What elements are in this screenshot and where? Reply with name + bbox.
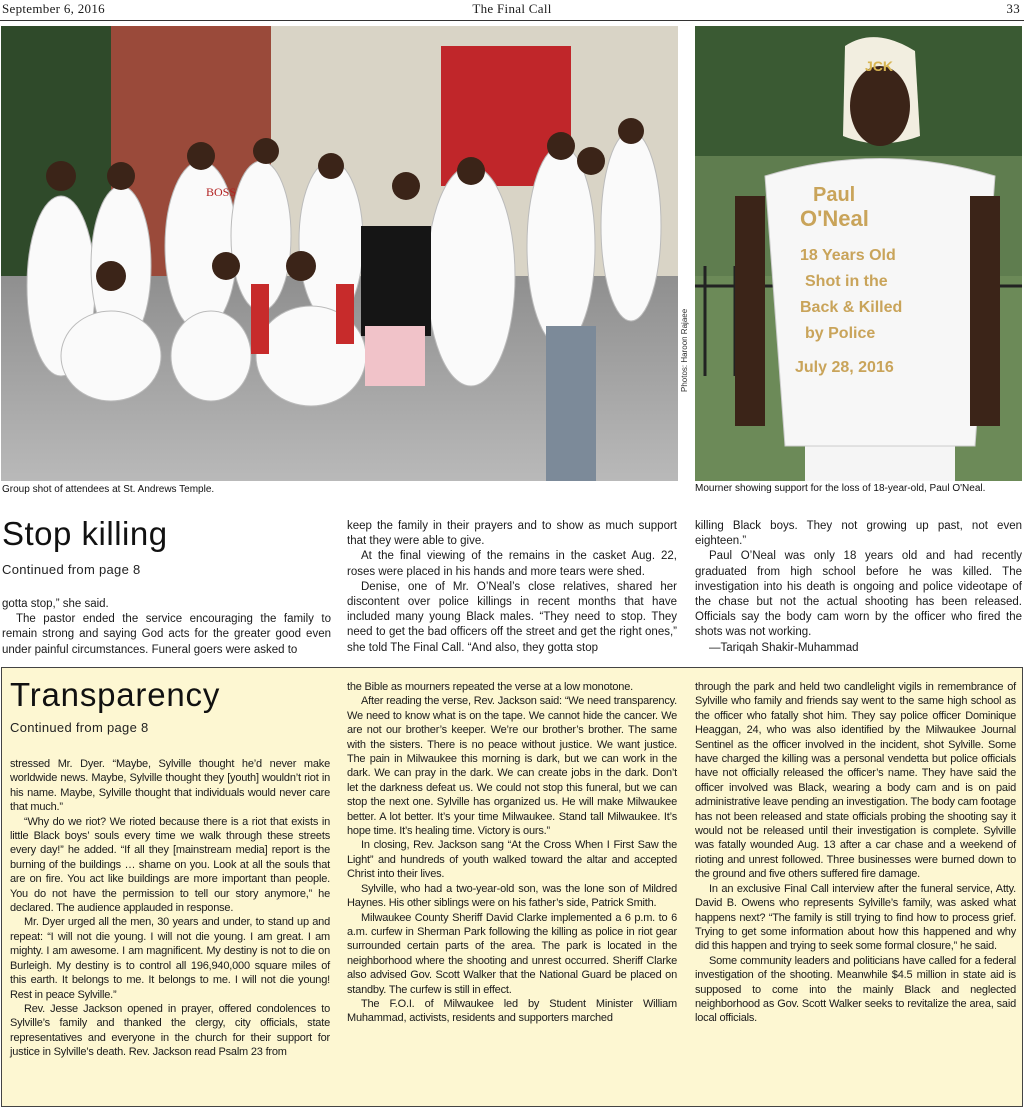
photo-credit: Photos: Haroon Rajaee [680, 308, 689, 392]
paragraph: Milwaukee County Sheriff David Clarke implemented a 6 p.m. to 6 a.m. curfew in Sherman Park following the killing as police in riot gear surrounded certain parts of the area. The park is located in the neighborhood where the shooting and unrest occurred. Sheriff Clarke also advised Gov. Scott Walker that the National Guard be placed on standby. The curfew is still in effect. [347, 911, 677, 996]
article2-column-1 [10, 757, 330, 1060]
paragraph: Paul O’Neal was only 18 years old and had recently graduated from high school before he was killed. The investigation into his death is ongoing and police videotape of the chase but not the actual shooting has been released. Officials say the body cam worn by the officer who fired the shots was not working. [695, 550, 1022, 639]
paragraph: At the final viewing of the remains in the casket Aug. 22, roses were placed in his hands and more tears were shed. [347, 550, 677, 578]
paragraph: After reading the verse, Rev. Jackson said: “We need transparency. We need to know what is on the tape. We cannot hide the cancer. We are not our brother’s keeper. We’re our brother’s brother. The same with the sisters. There is no peace without justice. We want justice. The pain in Milwaukee this morning is dark, but we can work in the dark. We can pray in the dark. We can create jobs in the dark. Don’t let the darkness defeat us. We could not stop this funeral, but we can stop the next one. Sylville has organized us. He will make Milwaukee better. A lot better. It’s your time Milwaukee. Stand tall Milwaukee. It’s hope time. It’s healing time. Victory is ours.” [347, 695, 677, 838]
right-photo-caption: Mourner showing support for the loss of 18-year-old, Paul O'Neal. [695, 483, 986, 494]
svg-text:JCK: JCK [865, 58, 894, 74]
svg-text:Paul: Paul [813, 184, 856, 206]
paragraph: In closing, Rev. Jackson sang “At the Cross When I First Saw the Light” and hundreds of youth walked toward the altar and accepted Christ into their lives. [347, 839, 677, 881]
paragraph: Some community leaders and politicians have called for a federal investigation of the shooting. Meanwhile $4.5 million in state aid is supposed to come into the mainly Black and neglected neighborhood as Gov. Scott Walker seeks to revitalize the area, said local officials. [695, 954, 1016, 1025]
page-number: 33 [1006, 1, 1020, 16]
article2-column-2 [347, 680, 677, 1026]
paragraph: Denise, one of Mr. O’Neal’s close relatives, shared her discontent over police killings in recent months that have included many young Black males. “They need to stop. They need to get the bad officers off the street and get the right ones,” she told The Final Call. “And also, they gotta stop [347, 580, 677, 654]
continued-note: Continued from page 8 [10, 720, 149, 735]
article1-column-1 [2, 597, 331, 658]
paragraph: keep the family in their prayers and to show as much support that they were able to give. [347, 520, 677, 548]
publication-name: The Final Call [472, 1, 552, 16]
continued-note: Continued from page 8 [2, 562, 141, 577]
paragraph: “Why do we riot? We rioted because there is a riot that exists in little Black boys’ souls every time we walk through these streets every day!” he added. “If all they [mainstream media] report is the burning of the buildings … shame on you. Look at all the souls that are on fire. You act like buildings are more important than people. You do not have the permission to tell our story anymore,” he declared. The audience applauded in response. [10, 815, 330, 915]
paragraph: killing Black boys. They not growing up past, not even eighteen.” [695, 520, 1022, 548]
paragraph: through the park and held two candlelight vigils in remembrance of Sylville who family and friends say went to the same high school as the officer who fatally shot him. They say police officer Dominique Heaggan, 24, who was also identified by the Milwaukee Journal Sentinel as the officer involved in the incident, shot Sylville. Some have charged the killing was a personal vendetta but police officials have not officially released the officer’s name. They have said the officer involved was Black, wearing a body cam and is on paid administrative leave pending an investigation. The body cam footage has not been released and state officials probing the shooting say it would not be released until their investigation is complete. Sylville was fatally wounded Aug. 13 after a car chase and a weekend of rioting and unrest followed. Three businesses were burned down to the ground and five others suffered fire damage. [695, 681, 1016, 881]
paragraph: Sylville, who had a two-year-old son, was the lone son of Mildred Haynes. His other siblings were on his father’s side, Patrick Smith. [347, 882, 677, 910]
paragraph: Mr. Dyer urged all the men, 30 years and under, to stand up and repeat: “I will not die young. I will not die young. I am great. I am mighty. I am awesome. I am magnificent. My destiny is not to die on Burleigh. My destiny is to control all 196,940,000 square miles of this earth. It belongs to me. It belongs to me. I will not die young! Rest in peace Sylville.” [10, 916, 330, 1001]
article1-column-3 [695, 519, 1022, 656]
banner-text: BOSS [206, 185, 237, 199]
paragraph: gotta stop,” she said. [2, 598, 109, 610]
article2-column-3 [695, 680, 1016, 1026]
svg-text:Back & Killed: Back & Killed [800, 299, 903, 316]
page-header [0, 0, 1024, 21]
paragraph: In an exclusive Final Call interview after the funeral service, Atty. David B. Owens who represents Sylville’s family, was asked what happens next? “The family is still trying to find how to process grief. Trying to get some information about how this happened and why did this happen and trying to seek some formal closure,” he said. [695, 882, 1016, 953]
mourner-photo [695, 26, 1022, 481]
svg-text:Shot in the: Shot in the [805, 273, 888, 290]
svg-text:18 Years Old: 18 Years Old [800, 247, 896, 264]
paragraph: Rev. Jesse Jackson opened in prayer, offered condolences to Sylville’s family and thanked the clergy, city officials, state representatives and everyone in the church for their support for justice in Sylville’s death. Rev. Jackson read Psalm 23 from [10, 1002, 330, 1059]
article-headline-transparency: Transparency [10, 676, 221, 713]
left-photo-caption: Group shot of attendees at St. Andrews Temple. [2, 484, 215, 495]
article1-column-2 [347, 519, 677, 656]
svg-text:by Police: by Police [805, 325, 876, 342]
article-headline-stop-killing: Stop killing [2, 515, 168, 552]
paragraph: stressed Mr. Dyer. “Maybe, Sylville thought he’d never make worldwide news. Maybe, Sylville thought they [youth] wouldn’t riot in his name. Maybe, Sylville thought that individuals would never care that much.” [10, 758, 330, 814]
issue-date: September 6, 2016 [2, 1, 105, 16]
paragraph: the Bible as mourners repeated the verse at a low monotone. [347, 681, 633, 693]
paragraph: The F.O.I. of Milwaukee led by Student Minister William Muhammad, activists, residents and supporters marched [347, 997, 677, 1025]
byline: —Tariqah Shakir-Muhammad [709, 641, 859, 654]
svg-text:July 28, 2016: July 28, 2016 [795, 359, 894, 376]
paragraph: The pastor ended the service encouraging the family to remain strong and saying God acts for the greater good even under painful circumstances. Funeral goers were asked to [2, 613, 331, 656]
group-photo [1, 26, 678, 481]
svg-text:O'Neal: O'Neal [800, 206, 869, 231]
